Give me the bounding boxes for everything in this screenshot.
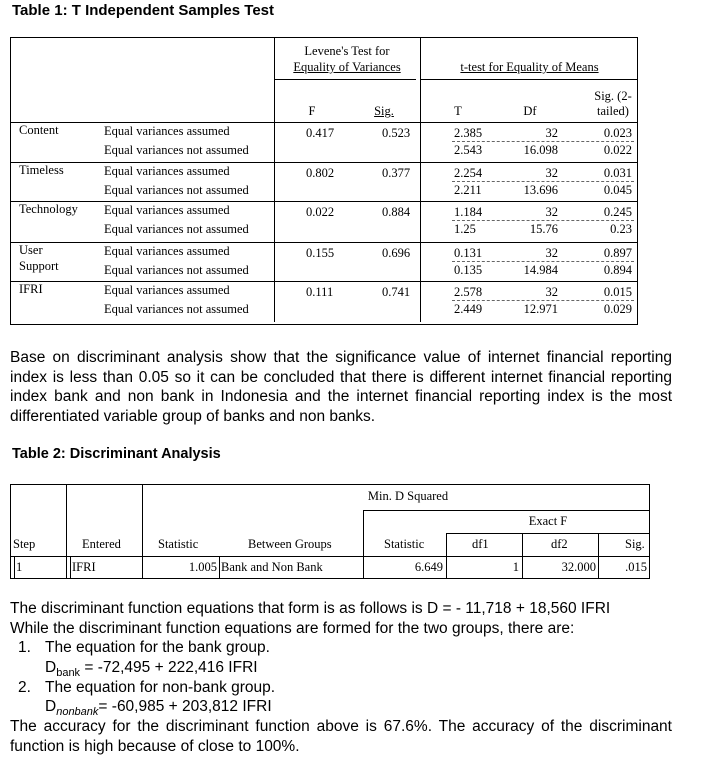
df-value: 32 [545, 126, 558, 140]
t2-step-header: Step [13, 537, 36, 551]
table2-title: Table 2: Discriminant Analysis [12, 446, 221, 462]
t2-row-df2: 32.000 [561, 560, 596, 574]
df-value: 13.696 [523, 183, 558, 197]
t2-row-step: 1 [16, 560, 23, 574]
sig2-value: 0.897 [603, 246, 632, 260]
list-item-2: The equation for non-bank group. [45, 679, 276, 696]
equal-variances-assumed-label: Equal variances assumed [104, 283, 230, 297]
equal-variances-assumed-label: Equal variances assumed [104, 164, 230, 178]
sig2-value: 0.023 [603, 126, 632, 140]
discriminant-equation-line: The discriminant function equations that form is as follows is D = - 11,718 + 18,560 IFRI [10, 600, 611, 617]
row-divider [452, 181, 634, 182]
col-sig2-header-line2: tailed) [597, 104, 629, 118]
t-value: 2.211 [454, 183, 482, 197]
df-value: 32 [545, 205, 558, 219]
discriminant-paragraph: Base on discriminant analysis show that the significance value of internet financial reporting index is less than 0.05 so it can be concluded that there is different internet financial reporting index bank and non bank in Indonesia and the internet financial reporting index is the most differentiated variable group of banks and non banks. [10, 349, 672, 425]
f-value: 0.111 [306, 285, 334, 299]
equal-variances-not-assumed-label: Equal variances not assumed [104, 143, 249, 157]
sig2-value: 0.031 [603, 166, 632, 180]
variable-label: IFRI [19, 282, 43, 296]
equal-variances-not-assumed-label: Equal variances not assumed [104, 183, 249, 197]
equal-variances-assumed-label: Equal variances assumed [104, 244, 230, 258]
sig2-value: 0.894 [603, 263, 632, 277]
t2-row-df1: 1 [512, 560, 519, 574]
row-divider [452, 261, 634, 262]
t2-row-entered: IFRI [72, 560, 96, 574]
sig2-value: 0.23 [610, 222, 632, 236]
t-value: 2.385 [454, 126, 483, 140]
t2-row-statistic: 1.005 [188, 560, 217, 574]
df-value: 32 [545, 246, 558, 260]
equal-variances-not-assumed-label: Equal variances not assumed [104, 222, 249, 236]
t2-sig-header: Sig. [625, 537, 645, 551]
sig2-value: 0.015 [603, 285, 632, 299]
ttest-header: t-test for Equality of Means [460, 60, 599, 74]
sig-value: 0.377 [382, 166, 411, 180]
col-sig2-header-line1: Sig. (2- [594, 89, 632, 103]
sig2-value: 0.245 [603, 205, 632, 219]
sig2-value: 0.045 [603, 183, 632, 197]
row-divider [452, 220, 634, 221]
equal-variances-assumed-label: Equal variances assumed [104, 203, 230, 217]
col-t-header: T [454, 104, 462, 118]
df-value: 16.098 [523, 143, 558, 157]
variable-label: Support [19, 259, 59, 273]
t2-entered-header: Entered [82, 537, 121, 551]
equal-variances-not-assumed-label: Equal variances not assumed [104, 263, 249, 277]
sig2-value: 0.029 [603, 302, 632, 316]
min-d-squared-header: Min. D Squared [367, 489, 449, 503]
df-value: 15.76 [529, 222, 558, 236]
f-value: 0.802 [306, 166, 335, 180]
list-item-1: The equation for the bank group. [45, 639, 270, 656]
df-value: 12.971 [523, 302, 558, 316]
variable-label: Content [19, 123, 59, 137]
accuracy-paragraph: The accuracy for the discriminant function above is 67.6%. The accuracy of the discriminant function is high because of close to 100%. [10, 718, 672, 755]
sig-value: 0.884 [382, 205, 411, 219]
t2-between-header: Between Groups [248, 537, 332, 551]
variable-label: Technology [19, 202, 78, 216]
list-item-1-number: 1. [18, 639, 31, 656]
row-divider [452, 141, 634, 142]
t2-row-statistic2: 6.649 [414, 560, 443, 574]
t-value: 2.578 [454, 285, 483, 299]
t-value: 2.449 [454, 302, 483, 316]
sig-value: 0.696 [382, 246, 411, 260]
list-item-2-number: 2. [18, 679, 31, 696]
equation-nonbank: $D_{nonbank}= -60,985 + 203,812$ IFRI [45, 698, 272, 719]
df-value: 32 [545, 285, 558, 299]
t2-statistic-header: Statistic [158, 537, 199, 551]
t2-statistic2-header: Statistic [384, 537, 425, 551]
variable-label: Timeless [19, 163, 64, 177]
t2-row-between: Bank and Non Bank [221, 560, 323, 574]
t-value: 1.25 [454, 222, 476, 236]
sig2-value: 0.022 [603, 143, 632, 157]
f-value: 0.417 [306, 126, 335, 140]
f-value: 0.155 [306, 246, 335, 260]
col-df-header: Df [523, 104, 537, 118]
t2-row-sig: .015 [625, 560, 647, 574]
equation-bank: $D_{bank} = -72,495 + 222,416$ IFRI [45, 659, 258, 680]
t-value: 2.543 [454, 143, 483, 157]
equal-variances-assumed-label: Equal variances assumed [104, 124, 230, 138]
t-value: 2.254 [454, 166, 483, 180]
groups-intro-line: While the discriminant function equations are formed for the two groups, there are: [10, 620, 575, 637]
t2-df1-header: df1 [472, 537, 489, 551]
row-divider [452, 300, 634, 301]
t-value: 1.184 [454, 205, 483, 219]
variable-label: User [19, 243, 43, 257]
table1-title: Table 1: T Independent Samples Test [12, 2, 274, 19]
col-sig-header: Sig. [374, 104, 394, 118]
t-value: 0.131 [454, 246, 483, 260]
sig-value: 0.523 [382, 126, 411, 140]
exact-f-header: Exact F [528, 514, 568, 528]
levene-header-line1: Levene's Test for [304, 44, 390, 58]
t-value: 0.135 [454, 263, 483, 277]
sig-value: 0.741 [382, 285, 411, 299]
levene-header-line2: Equality of Variances [293, 60, 401, 74]
df-value: 14.984 [523, 263, 558, 277]
df-value: 32 [545, 166, 558, 180]
equal-variances-not-assumed-label: Equal variances not assumed [104, 302, 249, 316]
col-f-header: F [308, 104, 316, 118]
t2-df2-header: df2 [551, 537, 568, 551]
f-value: 0.022 [306, 205, 335, 219]
